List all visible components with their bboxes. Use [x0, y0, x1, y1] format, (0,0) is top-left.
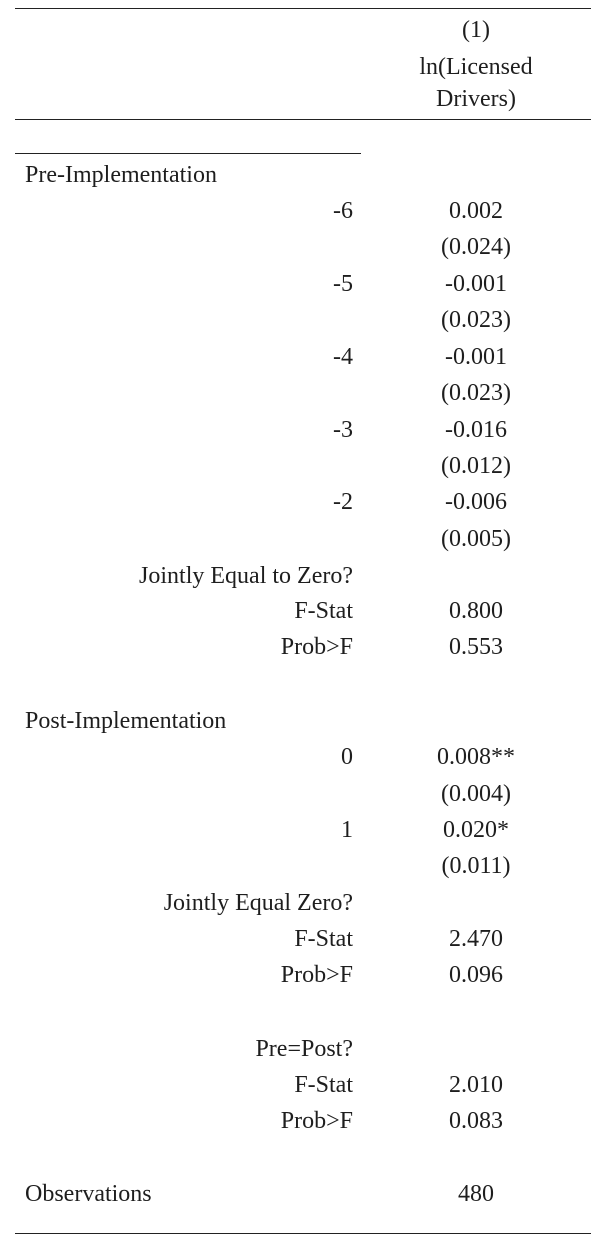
pre-prob-label: Prob>F [280, 634, 353, 660]
observations-value: 480 [458, 1181, 494, 1207]
post-coef: 0.008** [437, 744, 515, 770]
pre-se: (0.023) [441, 380, 511, 406]
section-rule [15, 153, 361, 154]
pre-section-label: Pre-Implementation [25, 162, 217, 188]
pre-fstat-label: F-Stat [294, 598, 353, 624]
observations-label: Observations [25, 1181, 152, 1207]
post-coef: 0.020* [443, 817, 509, 843]
column-number: (1) [462, 17, 490, 43]
pre-se: (0.012) [441, 453, 511, 479]
pre-period-label: -6 [333, 198, 353, 224]
post-joint-test-label: Jointly Equal Zero? [163, 890, 353, 916]
pre-se: (0.023) [441, 307, 511, 333]
post-fstat-label: F-Stat [294, 926, 353, 952]
post-fstat-value: 2.470 [449, 926, 503, 952]
pre-coef: -0.001 [445, 271, 507, 297]
pre-coef: 0.002 [449, 198, 503, 224]
post-prob-label: Prob>F [280, 962, 353, 988]
post-se: (0.011) [441, 853, 511, 879]
prepost-fstat-value: 2.010 [449, 1072, 503, 1098]
top-rule [15, 8, 591, 9]
pre-period-label: -2 [333, 489, 353, 515]
post-period-label: 0 [341, 744, 353, 770]
prepost-fstat-label: F-Stat [294, 1072, 353, 1098]
pre-prob-value: 0.553 [449, 634, 503, 660]
column-label-line2: Drivers) [436, 86, 516, 112]
prepost-prob-label: Prob>F [280, 1108, 353, 1134]
pre-se: (0.024) [441, 234, 511, 260]
post-prob-value: 0.096 [449, 962, 503, 988]
pre-joint-test-label: Jointly Equal to Zero? [139, 563, 353, 589]
post-period-label: 1 [341, 817, 353, 843]
header-bottom-rule [15, 119, 591, 120]
pre-coef: -0.016 [445, 417, 507, 443]
post-se: (0.004) [441, 781, 511, 807]
pre-fstat-value: 0.800 [449, 598, 503, 624]
pre-period-label: -5 [333, 271, 353, 297]
pre-coef: -0.006 [445, 489, 507, 515]
pre-coef: -0.001 [445, 344, 507, 370]
prepost-label: Pre=Post? [255, 1036, 353, 1062]
pre-se: (0.005) [441, 526, 511, 552]
pre-period-label: -4 [333, 344, 353, 370]
prepost-prob-value: 0.083 [449, 1108, 503, 1134]
column-label-line1: ln(Licensed [419, 54, 533, 80]
bottom-rule [15, 1233, 591, 1234]
pre-period-label: -3 [333, 417, 353, 443]
post-section-label: Post-Implementation [25, 708, 227, 734]
